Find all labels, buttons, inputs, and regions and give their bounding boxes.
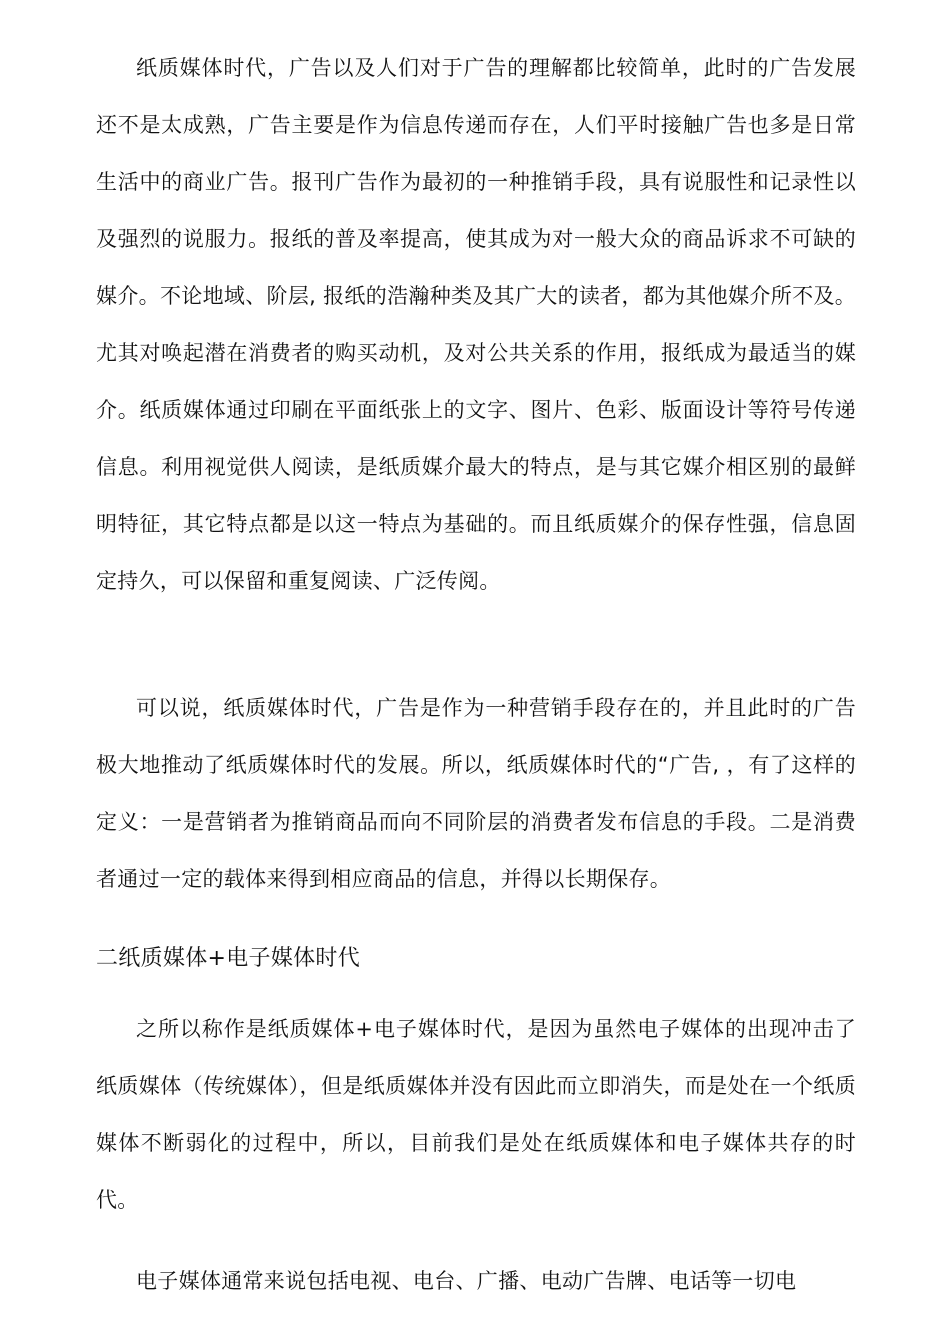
body-paragraph: 之所以称作是纸质媒体+电子媒体时代，是因为虽然电子媒体的出现冲击了纸质媒体（传统媒体），但是纸质媒体并没有因此而立即消失，而是处在一个纸质媒体不断弱化的过程中，所以，目前我们是处在纸质媒体和电子媒体共存的时代。 (96, 1017, 856, 1212)
section-heading: 二纸质媒体+电子媒体时代 (96, 946, 361, 971)
body-paragraph: 可以说，纸质媒体时代，广告是作为一种营销手段存在的，并且此时的广告极大地推动了纸质媒体时代的发展。所以，纸质媒体时代的“广告, ，有了这样的定义：一是营销者为推销商品而向不同阶层的消费者发布信息的手段。二是消费者通过一定的载体来得到相应商品的信息，并得以长期保存。 (96, 696, 856, 891)
body-paragraph: 纸质媒体时代，广告以及人们对于广告的理解都比较简单，此时的广告发展还不是太成熟，广告主要是作为信息传递而存在，人们平时接触广告也多是日常生活中的商业广告。报刊广告作为最初的一种推销手段，具有说服性和记录性以及强烈的说服力。报纸的普及率提高，使其成为对一般大众的商品诉求不可缺的媒介。不论地域、阶层, 报纸的浩瀚种类及其广大的读者，都为其他媒介所不及。尤其对唤起潜在消费者的购买动机，及对公共关系的作用，报纸成为最适当的媒介。纸质媒体通过印刷在平面纸张上的文字、图片、色彩、版面设计等符号传递信息。利用视觉供人阅读，是纸质媒介最大的特点，是与其它媒介相区别的最鲜明特征，其它特点都是以这一特点为基础的。而且纸质媒介的保存性强，信息固定持久，可以保留和重复阅读、广泛传阅。 (96, 56, 856, 593)
body-paragraph: 电子媒体通常来说包括电视、电台、广播、电动广告牌、电话等一切电 (136, 1269, 797, 1293)
